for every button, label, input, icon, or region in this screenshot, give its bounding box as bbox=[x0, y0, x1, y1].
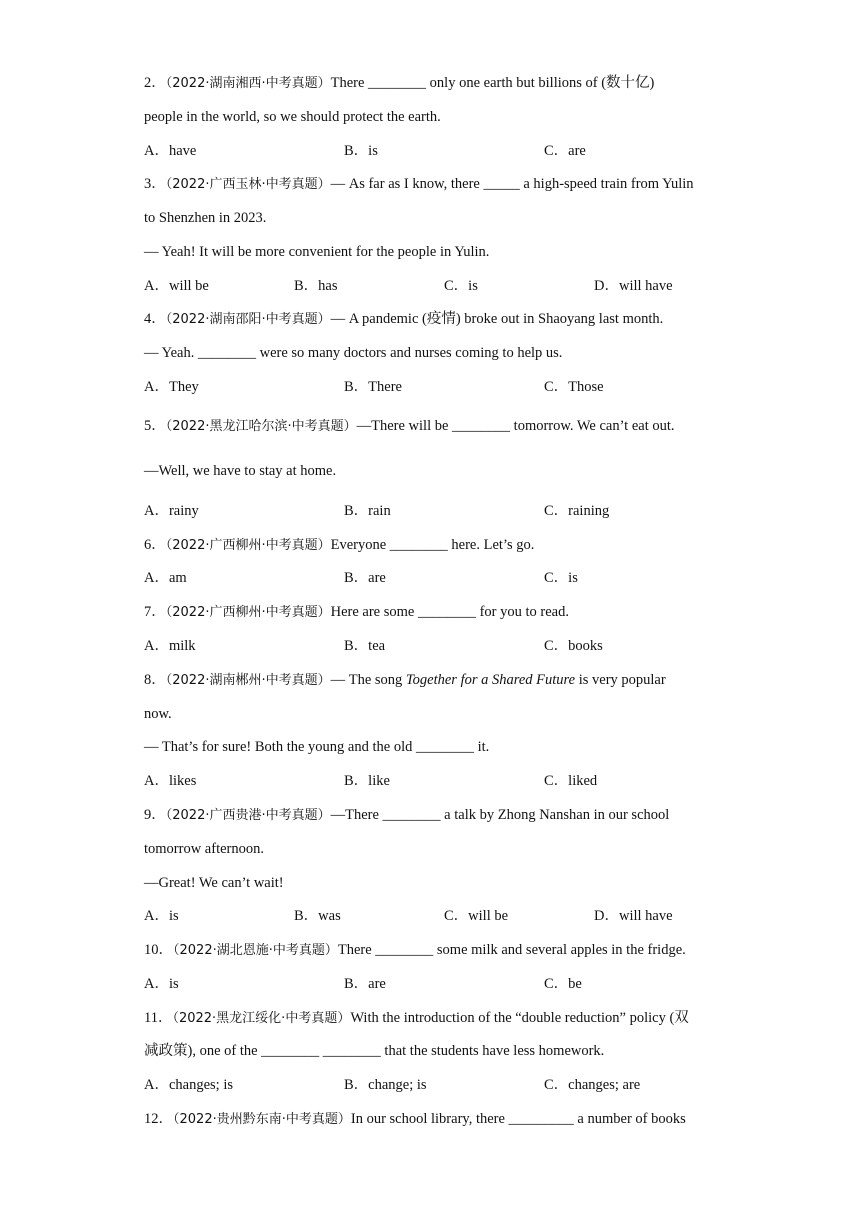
question-8-stem: 8．（2022·湖南郴州·中考真题）— The song Together for a Shared Future is very popular bbox=[144, 672, 666, 688]
question-10-option-b[interactable]: B．are bbox=[344, 976, 386, 992]
question-10-option-a[interactable]: A．is bbox=[144, 976, 179, 992]
question-5-option-c[interactable]: C．raining bbox=[544, 503, 610, 519]
question-12-stem: 12．（2022·贵州黔东南·中考真题）In our school library, there _________ a number of books bbox=[144, 1111, 686, 1127]
question-5-option-a[interactable]: A．rainy bbox=[144, 503, 199, 519]
question-9-stem-line3: —Great! We can’t wait! bbox=[144, 875, 284, 891]
question-8-stem-line3: — That’s for sure! Both the young and the old ________ it. bbox=[144, 739, 490, 755]
question-10-stem: 10．（2022·湖北恩施·中考真题）There ________ some milk and several apples in the fridge. bbox=[144, 942, 686, 958]
question-3-option-d[interactable]: D．will have bbox=[594, 278, 673, 294]
question-7-option-b[interactable]: B．tea bbox=[344, 638, 386, 654]
question-3-option-b[interactable]: B．has bbox=[294, 278, 338, 294]
question-4-stem: 4．（2022·湖南邵阳·中考真题）— A pandemic (疫情) broke out in Shaoyang last month. bbox=[144, 311, 664, 327]
question-9-stem: 9．（2022·广西贵港·中考真题）—There ________ a talk by Zhong Nanshan in our school bbox=[144, 807, 670, 823]
question-5-stem-line2: —Well, we have to stay at home. bbox=[144, 463, 337, 479]
question-3-option-a[interactable]: A．will be bbox=[144, 278, 209, 294]
question-7-stem: 7．（2022·广西柳州·中考真题）Here are some ________ for you to read. bbox=[144, 604, 569, 620]
question-9-option-a[interactable]: A．is bbox=[144, 908, 179, 924]
question-11-option-b[interactable]: B．change; is bbox=[344, 1077, 427, 1093]
question-6-stem: 6．（2022·广西柳州·中考真题）Everyone ________ here. Let’s go. bbox=[144, 537, 535, 553]
question-3-stem: 3．（2022·广西玉林·中考真题）— As far as I know, there _____ a high-speed train from Yulin bbox=[144, 176, 694, 192]
question-2-stem: 2．（2022·湖南湘西·中考真题）There ________ only one earth but billions of (数十亿) bbox=[144, 75, 655, 91]
question-5-option-b[interactable]: B．rain bbox=[344, 503, 391, 519]
question-7-option-c[interactable]: C．books bbox=[544, 638, 603, 654]
question-8-option-b[interactable]: B．like bbox=[344, 773, 390, 789]
question-6-option-b[interactable]: B．are bbox=[344, 570, 386, 586]
question-8-option-a[interactable]: A．likes bbox=[144, 773, 197, 789]
question-9-option-d[interactable]: D．will have bbox=[594, 908, 673, 924]
question-11-stem-line2: 减政策), one of the ________ ________ that the students have less homework. bbox=[144, 1043, 605, 1059]
question-11-stem: 11．（2022·黑龙江绥化·中考真题）With the introduction of the “double reduction” policy (双 bbox=[144, 1010, 689, 1026]
question-4-option-a[interactable]: A．They bbox=[144, 379, 199, 395]
question-3-stem-line3: — Yeah! It will be more convenient for the people in Yulin. bbox=[144, 244, 490, 260]
question-2-stem-line2: people in the world, so we should protect the earth. bbox=[144, 109, 441, 125]
question-10-option-c[interactable]: C．be bbox=[544, 976, 582, 992]
question-4-option-c[interactable]: C．Those bbox=[544, 379, 604, 395]
question-7-option-a[interactable]: A．milk bbox=[144, 638, 196, 654]
question-2-option-c[interactable]: C．are bbox=[544, 143, 586, 159]
question-9-option-b[interactable]: B．was bbox=[294, 908, 341, 924]
question-11-option-a[interactable]: A．changes; is bbox=[144, 1077, 233, 1093]
question-9-option-c[interactable]: C．will be bbox=[444, 908, 509, 924]
question-2-option-a[interactable]: A．have bbox=[144, 143, 197, 159]
question-3-stem-line2: to Shenzhen in 2023. bbox=[144, 210, 267, 226]
song-title: Together for a Shared Future bbox=[405, 672, 576, 688]
question-5-stem: 5．（2022·黑龙江哈尔滨·中考真题）—There will be ________ tomorrow. We can’t eat out. bbox=[144, 418, 675, 434]
question-3-option-c[interactable]: C．is bbox=[444, 278, 478, 294]
question-6-option-a[interactable]: A．am bbox=[144, 570, 187, 586]
question-4-stem-line2: — Yeah. ________ were so many doctors and nurses coming to help us. bbox=[144, 345, 563, 361]
question-4-option-b[interactable]: B．There bbox=[344, 379, 402, 395]
question-6-option-c[interactable]: C．is bbox=[544, 570, 578, 586]
question-9-stem-line2: tomorrow afternoon. bbox=[144, 841, 264, 857]
question-8-option-c[interactable]: C．liked bbox=[544, 773, 598, 789]
question-2-option-b[interactable]: B．is bbox=[344, 143, 378, 159]
question-8-stem-line2: now. bbox=[144, 706, 172, 722]
question-11-option-c[interactable]: C．changes; are bbox=[544, 1077, 641, 1093]
